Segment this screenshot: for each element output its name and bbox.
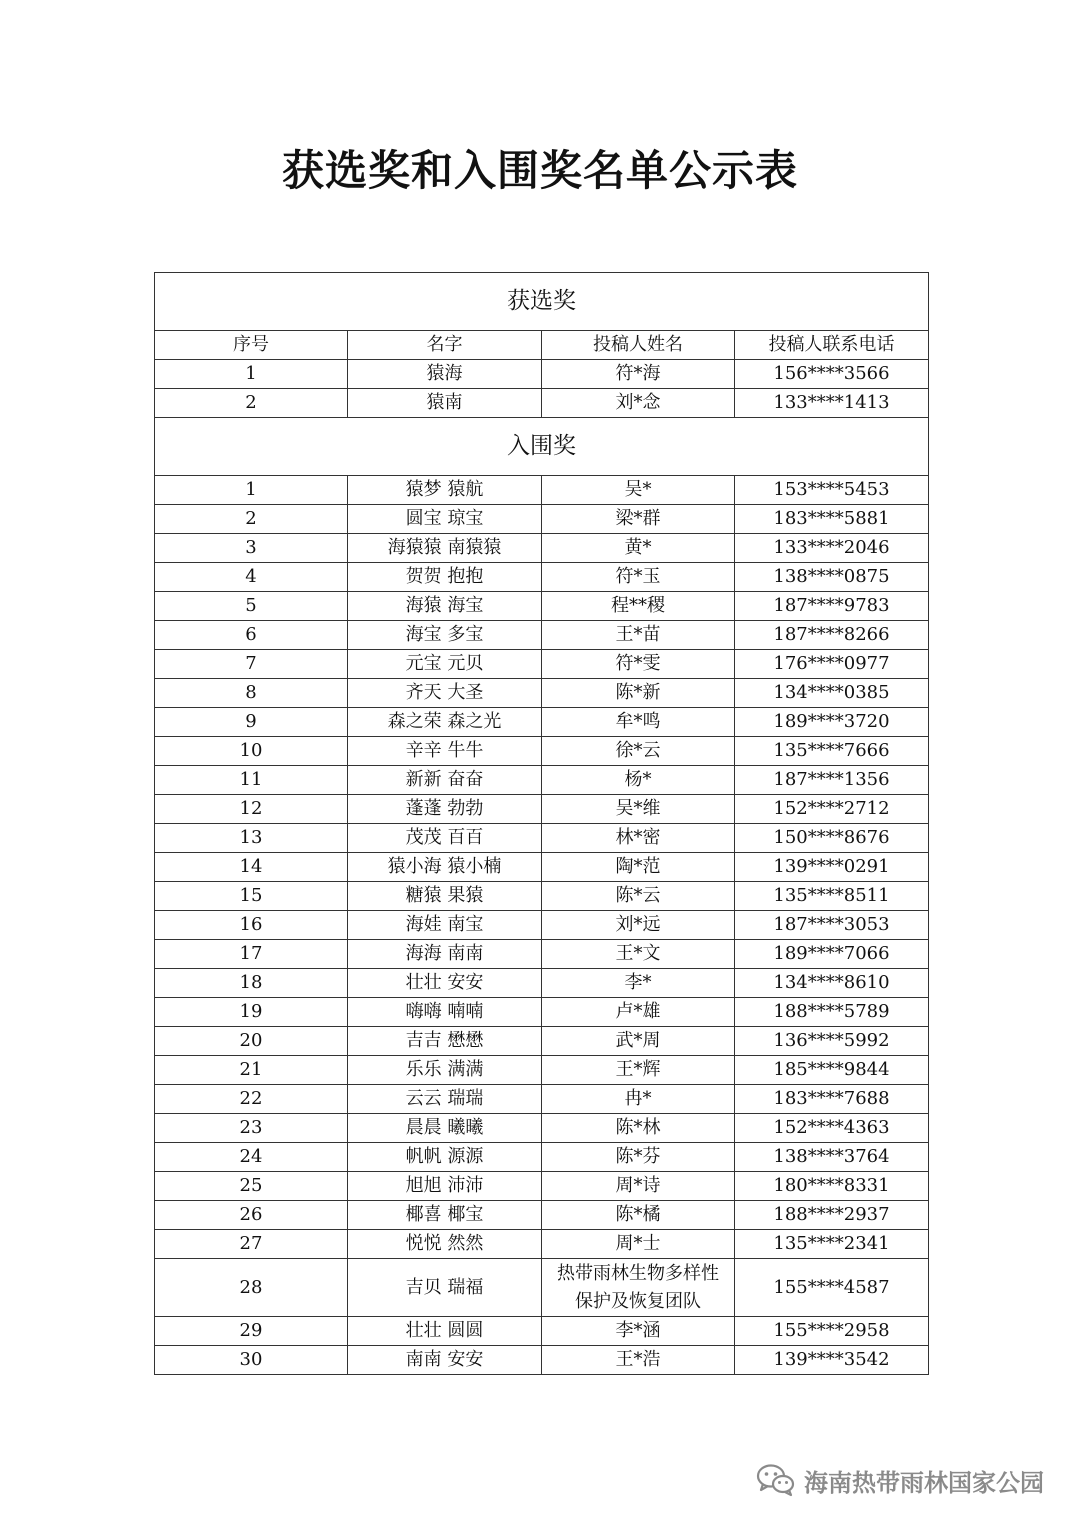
table-row <box>155 940 929 969</box>
cell-index: 18 <box>155 969 348 998</box>
cell-submitter: 吴* <box>542 476 735 505</box>
cell-index: 7 <box>155 650 348 679</box>
cell-name: 猿南 <box>348 389 542 418</box>
cell-submitter: 吴*维 <box>542 795 735 824</box>
cell-submitter: 武*周 <box>542 1027 735 1056</box>
cell-name: 壮壮 圆圆 <box>348 1317 542 1346</box>
cell-name: 糖猿 果猿 <box>348 882 542 911</box>
cell-submitter: 刘*远 <box>542 911 735 940</box>
cell-index: 9 <box>155 708 348 737</box>
cell-submitter: 王*文 <box>542 940 735 969</box>
cell-submitter: 王*苗 <box>542 621 735 650</box>
cell-submitter: 程**稷 <box>542 592 735 621</box>
finalist-award-section-title: 入围奖 <box>155 418 929 476</box>
cell-submitter: 王*辉 <box>542 1056 735 1085</box>
table-row <box>155 389 929 418</box>
table-row <box>155 969 929 998</box>
cell-phone: 133****1413 <box>735 389 929 418</box>
table-row <box>155 1114 929 1143</box>
cell-phone: 187****1356 <box>735 766 929 795</box>
cell-name: 云云 瑞瑞 <box>348 1085 542 1114</box>
cell-name: 海猿 海宝 <box>348 592 542 621</box>
page-title: 获选奖和入围奖名单公示表 <box>281 146 798 195</box>
table-body <box>155 273 929 1375</box>
cell-name: 猿梦 猿航 <box>348 476 542 505</box>
cell-phone: 138****0875 <box>735 563 929 592</box>
cell-submitter: 徐*云 <box>542 737 735 766</box>
cell-index: 26 <box>155 1201 348 1230</box>
cell-submitter: 符*玉 <box>542 563 735 592</box>
cell-phone: 155****4587 <box>735 1259 929 1317</box>
table-row <box>155 621 929 650</box>
cell-phone: 188****2937 <box>735 1201 929 1230</box>
selected-award-section-title: 获选奖 <box>155 273 929 331</box>
cell-index: 13 <box>155 824 348 853</box>
cell-index: 17 <box>155 940 348 969</box>
table-row <box>155 476 929 505</box>
cell-index: 10 <box>155 737 348 766</box>
cell-submitter: 梁*群 <box>542 505 735 534</box>
table-row <box>155 824 929 853</box>
cell-phone: 152****4363 <box>735 1114 929 1143</box>
cell-phone: 176****0977 <box>735 650 929 679</box>
cell-submitter: 陶*范 <box>542 853 735 882</box>
cell-index: 2 <box>155 389 348 418</box>
cell-phone: 138****3764 <box>735 1143 929 1172</box>
table-row <box>155 1230 929 1259</box>
cell-submitter: 符*雯 <box>542 650 735 679</box>
table-row <box>155 766 929 795</box>
cell-submitter: 黄* <box>542 534 735 563</box>
cell-index: 5 <box>155 592 348 621</box>
cell-index: 25 <box>155 1172 348 1201</box>
cell-phone: 139****3542 <box>735 1346 929 1375</box>
table-row <box>155 708 929 737</box>
cell-phone: 183****7688 <box>735 1085 929 1114</box>
cell-name: 圆宝 琼宝 <box>348 505 542 534</box>
cell-submitter: 卢*雄 <box>542 998 735 1027</box>
cell-name: 元宝 元贝 <box>348 650 542 679</box>
cell-submitter: 冉* <box>542 1085 735 1114</box>
table-row <box>155 911 929 940</box>
cell-phone: 133****2046 <box>735 534 929 563</box>
cell-phone: 189****3720 <box>735 708 929 737</box>
cell-phone: 153****5453 <box>735 476 929 505</box>
cell-submitter: 杨* <box>542 766 735 795</box>
column-header-phone: 投稿人联系电话 <box>735 331 929 360</box>
table-row <box>155 882 929 911</box>
table-row <box>155 795 929 824</box>
cell-submitter: 陈*云 <box>542 882 735 911</box>
cell-name: 椰喜 椰宝 <box>348 1201 542 1230</box>
table-row <box>155 650 929 679</box>
cell-name: 新新 奋奋 <box>348 766 542 795</box>
table-row <box>155 1346 929 1375</box>
cell-index: 1 <box>155 476 348 505</box>
cell-phone: 189****7066 <box>735 940 929 969</box>
cell-index: 19 <box>155 998 348 1027</box>
table-row <box>155 853 929 882</box>
table-row <box>155 1172 929 1201</box>
cell-submitter: 符*海 <box>542 360 735 389</box>
cell-name: 海海 南南 <box>348 940 542 969</box>
column-header-name: 名字 <box>348 331 542 360</box>
cell-name: 乐乐 满满 <box>348 1056 542 1085</box>
cell-phone: 150****8676 <box>735 824 929 853</box>
cell-name: 海宝 多宝 <box>348 621 542 650</box>
column-header-submitter: 投稿人姓名 <box>542 331 735 360</box>
cell-name: 嗨嗨 喃喃 <box>348 998 542 1027</box>
watermark-text: 海南热带雨林国家公园 <box>804 1468 1044 1497</box>
cell-submitter: 陈*橘 <box>542 1201 735 1230</box>
cell-name: 悦悦 然然 <box>348 1230 542 1259</box>
cell-phone: 136****5992 <box>735 1027 929 1056</box>
cell-submitter: 周*士 <box>542 1230 735 1259</box>
cell-index: 2 <box>155 505 348 534</box>
cell-phone: 135****8511 <box>735 882 929 911</box>
cell-name: 吉吉 懋懋 <box>348 1027 542 1056</box>
cell-name: 壮壮 安安 <box>348 969 542 998</box>
cell-name: 森之荣 森之光 <box>348 708 542 737</box>
column-header-index: 序号 <box>155 331 348 360</box>
table-row <box>155 737 929 766</box>
cell-submitter: 牟*鸣 <box>542 708 735 737</box>
cell-submitter: 王*浩 <box>542 1346 735 1375</box>
cell-submitter: 陈*林 <box>542 1114 735 1143</box>
cell-index: 20 <box>155 1027 348 1056</box>
cell-submitter <box>542 1259 735 1317</box>
cell-phone: 185****9844 <box>735 1056 929 1085</box>
cell-index: 8 <box>155 679 348 708</box>
cell-phone: 134****0385 <box>735 679 929 708</box>
table-row <box>155 534 929 563</box>
cell-phone: 188****5789 <box>735 998 929 1027</box>
cell-submitter: 陈*芬 <box>542 1143 735 1172</box>
wechat-icon <box>756 1463 796 1497</box>
cell-index: 15 <box>155 882 348 911</box>
table-row <box>155 679 929 708</box>
cell-index: 21 <box>155 1056 348 1085</box>
cell-name: 茂茂 百百 <box>348 824 542 853</box>
cell-name: 猿海 <box>348 360 542 389</box>
cell-name: 齐天 大圣 <box>348 679 542 708</box>
cell-phone: 139****0291 <box>735 853 929 882</box>
cell-index: 24 <box>155 1143 348 1172</box>
cell-name: 海娃 南宝 <box>348 911 542 940</box>
cell-index: 23 <box>155 1114 348 1143</box>
cell-name: 南南 安安 <box>348 1346 542 1375</box>
cell-name: 辛辛 牛牛 <box>348 737 542 766</box>
cell-index: 1 <box>155 360 348 389</box>
cell-index: 16 <box>155 911 348 940</box>
table-row <box>155 1085 929 1114</box>
cell-index: 22 <box>155 1085 348 1114</box>
cell-index: 28 <box>155 1259 348 1317</box>
cell-name: 旭旭 沛沛 <box>348 1172 542 1201</box>
cell-name: 晨晨 曦曦 <box>348 1114 542 1143</box>
table-row <box>155 1259 929 1317</box>
cell-index: 3 <box>155 534 348 563</box>
table-row <box>155 1201 929 1230</box>
table-row <box>155 1027 929 1056</box>
cell-index: 14 <box>155 853 348 882</box>
cell-phone: 135****7666 <box>735 737 929 766</box>
section-header-row <box>155 418 929 476</box>
cell-submitter: 李* <box>542 969 735 998</box>
cell-name: 帆帆 源源 <box>348 1143 542 1172</box>
table-row <box>155 592 929 621</box>
cell-submitter: 陈*新 <box>542 679 735 708</box>
cell-submitter: 林*密 <box>542 824 735 853</box>
table-row <box>155 360 929 389</box>
column-header-row <box>155 331 929 360</box>
cell-name: 吉贝 瑞福 <box>348 1259 542 1317</box>
cell-index: 27 <box>155 1230 348 1259</box>
award-list-table <box>154 272 929 1375</box>
cell-phone: 155****2958 <box>735 1317 929 1346</box>
cell-index: 11 <box>155 766 348 795</box>
cell-phone: 135****2341 <box>735 1230 929 1259</box>
table-row <box>155 563 929 592</box>
cell-phone: 156****3566 <box>735 360 929 389</box>
cell-phone: 180****8331 <box>735 1172 929 1201</box>
cell-submitter-text: 热带雨林生物多样性保护及恢复团队 <box>557 1262 719 1312</box>
table-row <box>155 1056 929 1085</box>
cell-name: 猿小海 猿小楠 <box>348 853 542 882</box>
cell-index: 29 <box>155 1317 348 1346</box>
cell-phone: 183****5881 <box>735 505 929 534</box>
cell-submitter: 刘*念 <box>542 389 735 418</box>
cell-index: 12 <box>155 795 348 824</box>
cell-index: 4 <box>155 563 348 592</box>
cell-name: 海猿猿 南猿猿 <box>348 534 542 563</box>
cell-index: 6 <box>155 621 348 650</box>
cell-index: 30 <box>155 1346 348 1375</box>
cell-phone: 187****3053 <box>735 911 929 940</box>
table-row <box>155 998 929 1027</box>
section-header-row <box>155 273 929 331</box>
table-row <box>155 1317 929 1346</box>
cell-phone: 187****9783 <box>735 592 929 621</box>
cell-name: 贺贺 抱抱 <box>348 563 542 592</box>
cell-submitter: 周*诗 <box>542 1172 735 1201</box>
cell-name: 蓬蓬 勃勃 <box>348 795 542 824</box>
cell-submitter: 李*涵 <box>542 1317 735 1346</box>
cell-phone: 187****8266 <box>735 621 929 650</box>
table-row <box>155 505 929 534</box>
watermark <box>756 1460 1044 1500</box>
cell-phone: 134****8610 <box>735 969 929 998</box>
cell-phone: 152****2712 <box>735 795 929 824</box>
table-row <box>155 1143 929 1172</box>
